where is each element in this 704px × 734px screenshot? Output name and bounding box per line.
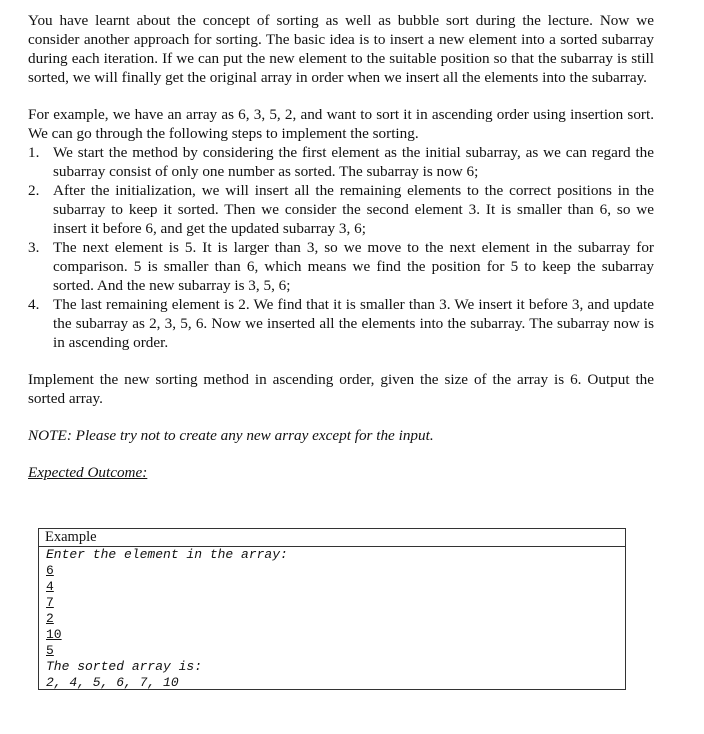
expected-outcome-label: Expected Outcome: [28,464,148,481]
result-values: 2, 4, 5, 6, 7, 10 [46,675,179,690]
input-value: 10 [46,627,62,642]
steps-list [28,143,654,352]
list-item: 2. After the initialization, we will insert all the remaining elements to the correct positions in the subarray to keep it sorted. Then we consider the second element 3. It is smaller than 6, so we insert it before 6, and get the updated subarray 3, 6; [28,182,654,237]
intro-paragraph: You have learnt about the concept of sorting as well as bubble sort during the lecture. Now we consider another approach for sorting. The basic idea is to insert a new element into a sorted subarray during each iteration. If we can put the new element to the suitable position so that the subarray is still sorted, we will finally get the original array in order when we insert all the elements into the subarray. [28,12,654,86]
list-item: 1. We start the method by considering the first element as the initial subarray, as we can regard the subarray consist of only one number as sorted. The subarray is now 6; [28,144,654,180]
input-value: 5 [46,643,54,658]
example-header: Example [39,529,625,547]
example-console [39,547,625,691]
input-value: 6 [46,563,54,578]
input-value: 4 [46,579,54,594]
input-value: 2 [46,611,54,626]
result-label: The sorted array is: [46,659,203,674]
example-box [38,528,626,690]
document-body [28,11,654,482]
example-intro-paragraph: For example, we have an array as 6, 3, 5, 2, and want to sort it in ascending order using insertion sort. We can go through the following steps to implement the sorting. [28,106,654,142]
prompt-line: Enter the element in the array: [46,547,288,562]
list-item: 4. The last remaining element is 2. We find that it is smaller than 3. We insert it before 3, and update the subarray as 2, 3, 5, 6. Now we inserted all the elements into the subarray. The subarray now is in ascending order. [28,296,654,351]
input-value: 7 [46,595,54,610]
note-text: NOTE: Please try not to create any new array except for the input. [28,427,434,444]
list-item: 3. The next element is 5. It is larger than 3, so we move to the next element in the subarray for comparison. 5 is smaller than 6, which means we find the position for 5 to keep the subarray sorted. And the new subarray is 3, 5, 6; [28,239,654,294]
task-paragraph: Implement the new sorting method in ascending order, given the size of the array is 6. Output the sorted array. [28,371,654,407]
